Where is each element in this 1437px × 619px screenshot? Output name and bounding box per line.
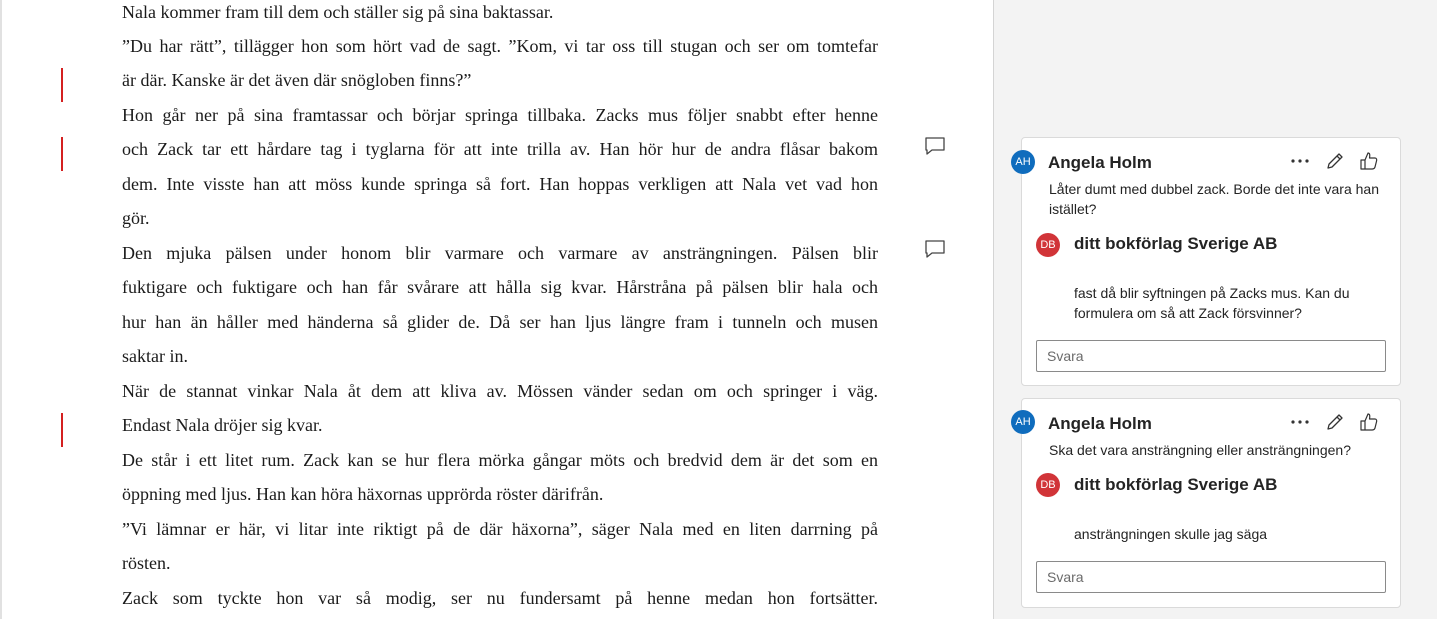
text-line: rösten. [122, 553, 171, 573]
text-line: Nala kommer fram till dem och ställer sig på sina baktassar. [122, 2, 554, 22]
comment-card[interactable] [1015, 137, 1401, 386]
text-line: Endast Nala dröjer sig kvar. [122, 415, 323, 435]
comment-text: Ska det vara ansträngning eller ansträngningen? [1049, 442, 1351, 458]
text-line: gör. [122, 208, 150, 228]
text-line: hur han än håller med händerna så glider de. Då ser han ljus längre fram i tunneln och musen [122, 312, 878, 332]
text-line: öppning med ljus. Han kan höra häxornas upprörda röster därifrån. [122, 484, 604, 504]
avatar: DB [1036, 473, 1060, 497]
like-icon[interactable] [1358, 150, 1380, 172]
text-line: De står i ett litet rum. Zack kan se hur flera mörka gångar möts och bredvid dem är det som en [122, 450, 878, 470]
change-bar [61, 137, 63, 171]
edit-icon[interactable] [1324, 150, 1346, 172]
reply-input[interactable] [1036, 340, 1386, 372]
text-line: Hon går ner på sina framtassar och börjar springa tillbaka. Zacks mus följer snabbt efter henne [122, 105, 878, 125]
reply-author: ditt bokförlag Sverige AB [1074, 475, 1278, 494]
reply-text: fast då blir syftningen på Zacks mus. Kan du formulera om så att Zack försvinner? [1074, 285, 1350, 321]
comment-text: Låter dumt med dubbel zack. Borde det inte vara han istället? [1049, 181, 1379, 217]
text-line: Zack som tyckte hon var så modig, ser nu fundersamt på henne medan hon fortsätter. [122, 588, 878, 608]
change-bar [61, 413, 63, 447]
change-bar [61, 68, 63, 102]
reply-input[interactable] [1036, 561, 1386, 593]
text-line: När de stannat vinkar Nala åt dem att kliva av. Mössen vänder sedan om och springer i väg. [122, 381, 878, 401]
reply-author: ditt bokförlag Sverige AB [1074, 234, 1278, 253]
comment-author: Angela Holm [1048, 414, 1152, 433]
comment-icon[interactable] [924, 136, 946, 156]
text-line: ”Du har rätt”, tillägger hon som hört vad de sagt. ”Kom, vi tar oss till stugan och ser om tomtefar [122, 36, 878, 56]
text-line: och Zack tar ett hårdare tag i tyglarna för att inte trilla av. Han hör hur de andra flåsar bakom [122, 139, 878, 159]
text-line: Den mjuka pälsen under honom blir varmare och varmare av ansträngningen. Pälsen blir [122, 243, 878, 263]
avatar: DB [1036, 233, 1060, 257]
text-line: är där. Kanske är det även där snögloben finns?” [122, 70, 472, 90]
comment-author: Angela Holm [1048, 153, 1152, 172]
comment-icon[interactable] [924, 239, 946, 259]
avatar: AH [1011, 410, 1035, 434]
more-options-icon[interactable] [1289, 411, 1311, 433]
like-icon[interactable] [1358, 411, 1380, 433]
reply-text: ansträngningen skulle jag säga [1074, 526, 1268, 542]
text-line: ”Vi lämnar er här, vi litar inte riktigt på de där häxorna”, säger Nala med en liten darrning på [122, 519, 878, 539]
avatar: AH [1011, 150, 1035, 174]
text-line: fuktigare och fuktigare och han får svårare att hålla sig kvar. Hårstråna på pälsen blir hala och [122, 277, 878, 297]
edit-icon[interactable] [1324, 411, 1346, 433]
text-line: saktar in. [122, 346, 188, 366]
text-line: dem. Inte visste han att möss kunde springa så fort. Han hoppas verkligen att Nala vet vad hon [122, 174, 878, 194]
more-options-icon[interactable] [1289, 150, 1311, 172]
comment-card[interactable] [1015, 398, 1401, 608]
